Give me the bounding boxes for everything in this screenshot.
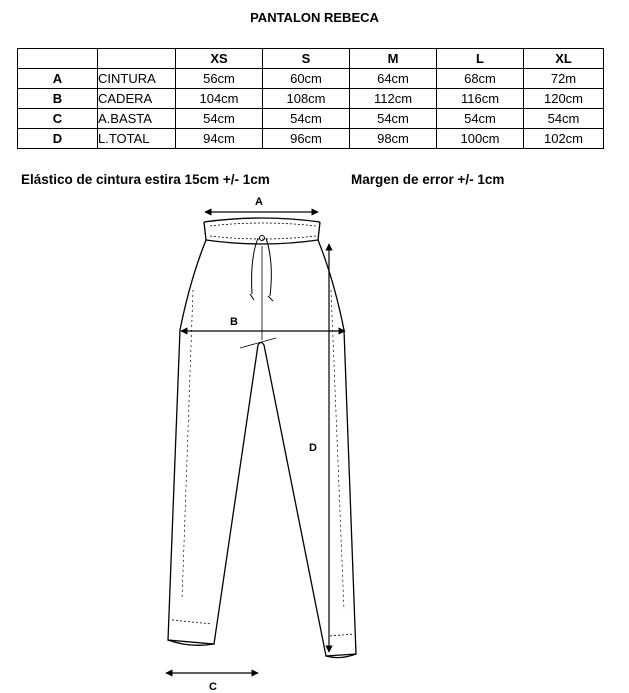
table-cell: 112cm	[350, 89, 437, 109]
table-cell: 94cm	[176, 129, 263, 149]
table-cell: 104cm	[176, 89, 263, 109]
label-d: D	[309, 442, 317, 454]
header-size-xs: XS	[176, 49, 263, 69]
row-name: CINTURA	[98, 69, 176, 89]
row-name: L.TOTAL	[98, 129, 176, 149]
table-cell: 54cm	[263, 109, 350, 129]
row-code: C	[18, 109, 98, 129]
elastic-note: Elástico de cintura estira 15cm +/- 1cm	[21, 172, 270, 187]
row-name: CADERA	[98, 89, 176, 109]
page-title: PANTALON REBECA	[250, 10, 379, 25]
margin-note: Margen de error +/- 1cm	[351, 172, 505, 187]
table-cell: 64cm	[350, 69, 437, 89]
table-cell: 54cm	[437, 109, 524, 129]
label-c: C	[209, 681, 217, 693]
table-cell: 120cm	[524, 89, 604, 109]
header-size-s: S	[263, 49, 350, 69]
table-cell: 54cm	[524, 109, 604, 129]
table-cell: 56cm	[176, 69, 263, 89]
table-cell: 108cm	[263, 89, 350, 109]
table-cell: 54cm	[176, 109, 263, 129]
table-cell: 54cm	[350, 109, 437, 129]
table-cell: 60cm	[263, 69, 350, 89]
header-size-m: M	[350, 49, 437, 69]
table-cell: 116cm	[437, 89, 524, 109]
row-code: B	[18, 89, 98, 109]
table-cell: 98cm	[350, 129, 437, 149]
row-code: A	[18, 69, 98, 89]
label-b: B	[230, 316, 238, 328]
drawstring	[250, 236, 273, 302]
table-cell: 72m	[524, 69, 604, 89]
table-cell: 96cm	[263, 129, 350, 149]
header-size-l: L	[437, 49, 524, 69]
table-cell: 102cm	[524, 129, 604, 149]
row-name: A.BASTA	[98, 109, 176, 129]
table-cell: 68cm	[437, 69, 524, 89]
label-a: A	[255, 196, 263, 208]
header-size-xl: XL	[524, 49, 604, 69]
table-cell: 100cm	[437, 129, 524, 149]
row-code: D	[18, 129, 98, 149]
